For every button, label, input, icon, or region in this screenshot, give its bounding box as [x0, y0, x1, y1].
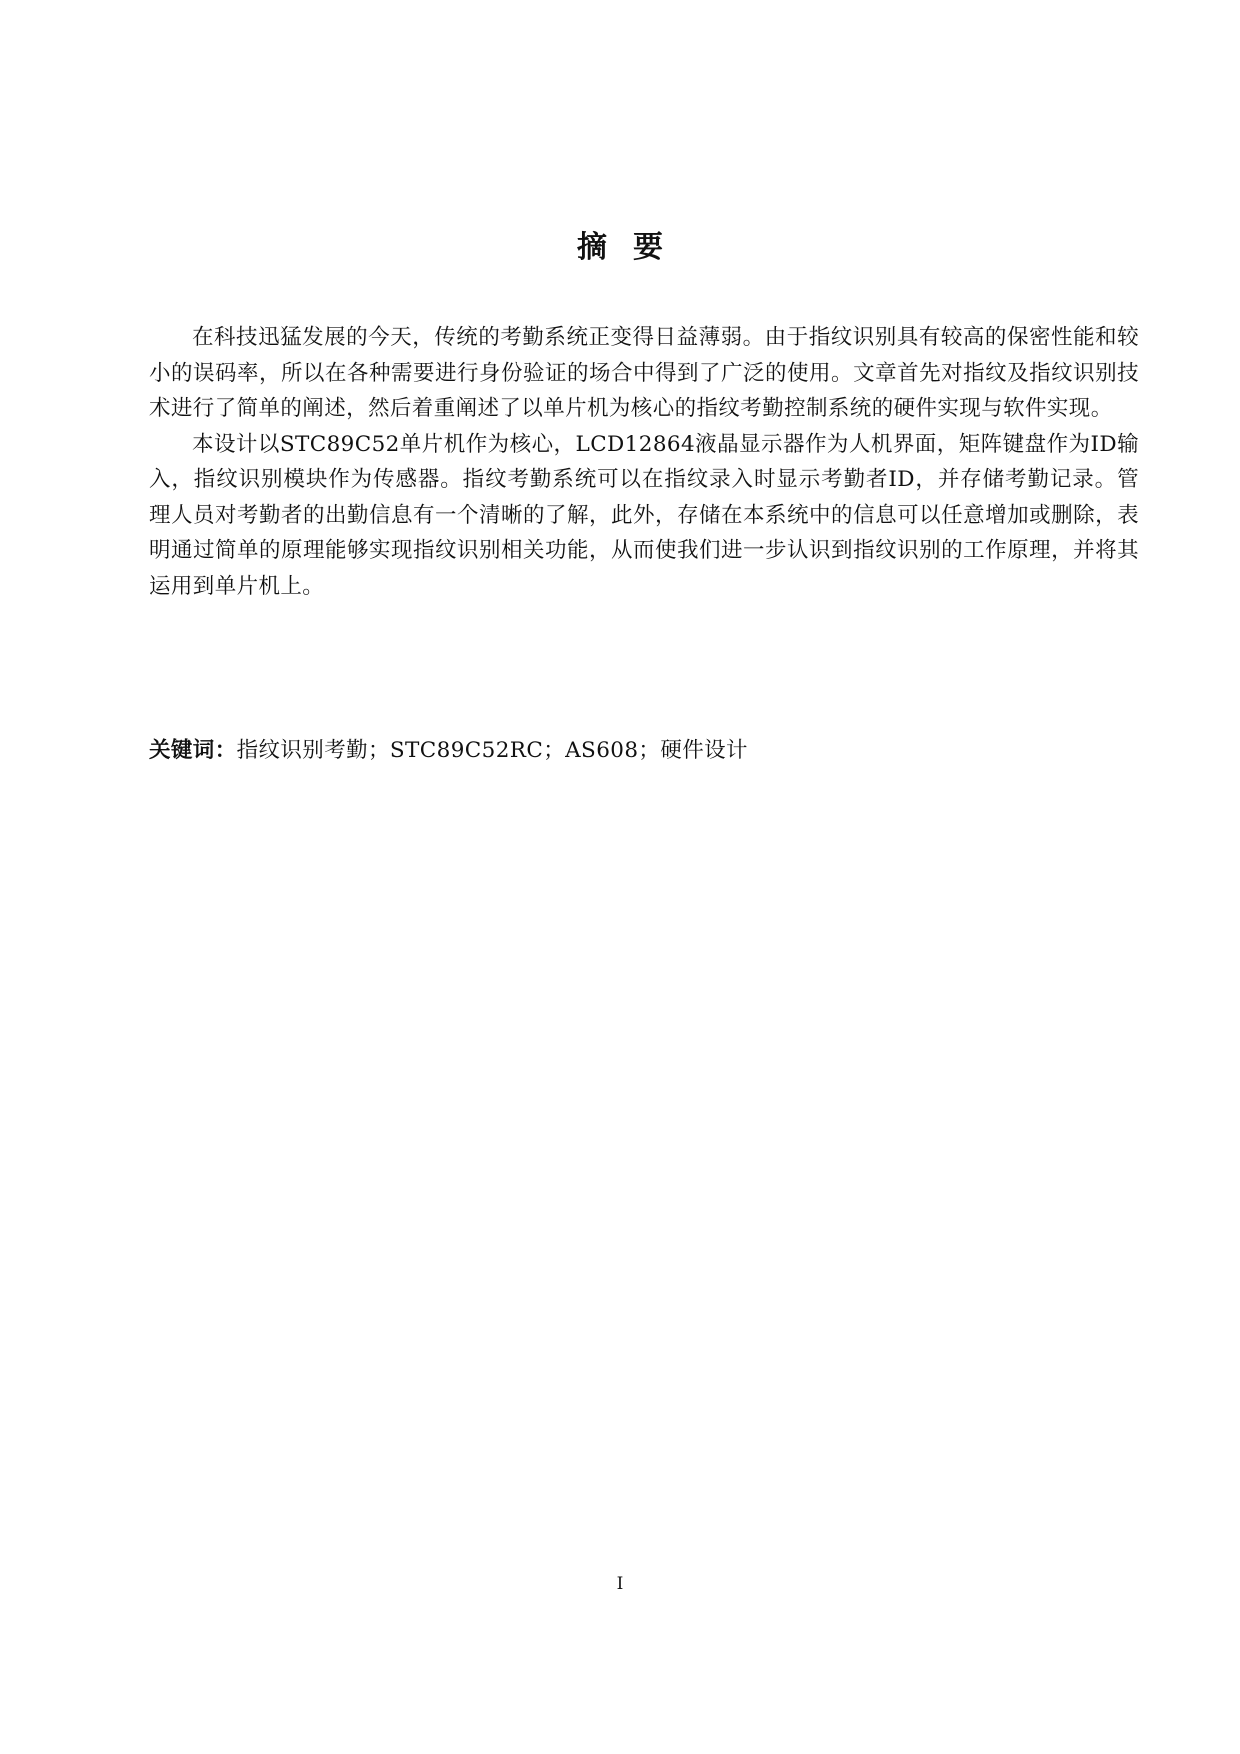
- abstract-title: 摘要: [577, 230, 689, 265]
- abstract-body: [149, 320, 1139, 604]
- page-number: I: [616, 1574, 624, 1594]
- keywords-text: 指纹识别考勤；STC89C52RC；AS608；硬件设计: [236, 738, 748, 763]
- abstract-paragraph-1: 在科技迅猛发展的今天，传统的考勤系统正变得日益薄弱。由于指纹识别具有较高的保密性能和较小的误码率，所以在各种需要进行身份验证的场合中得到了广泛的使用。文章首先对指纹及指纹识别技术进行了简单的阐述，然后着重阐述了以单片机为核心的指纹考勤控制系统的硬件实现与软件实现。: [149, 325, 1139, 421]
- keywords-line: [149, 734, 1139, 768]
- keywords-label: 关键词：: [149, 738, 237, 763]
- abstract-paragraph-2: 本设计以STC89C52单片机作为核心，LCD12864液晶显示器作为人机界面，矩阵键盘作为ID输入，指纹识别模块作为传感器。指纹考勤系统可以在指纹录入时显示考勤者ID，并存储考勤记录。管理人员对考勤者的出勤信息有一个清晰的了解，此外，存储在本系统中的信息可以任意增加或删除，表明通过简单的原理能够实现指纹识别相关功能，从而使我们进一步认识到指纹识别的工作原理，并将其运用到单片机上。: [149, 431, 1139, 599]
